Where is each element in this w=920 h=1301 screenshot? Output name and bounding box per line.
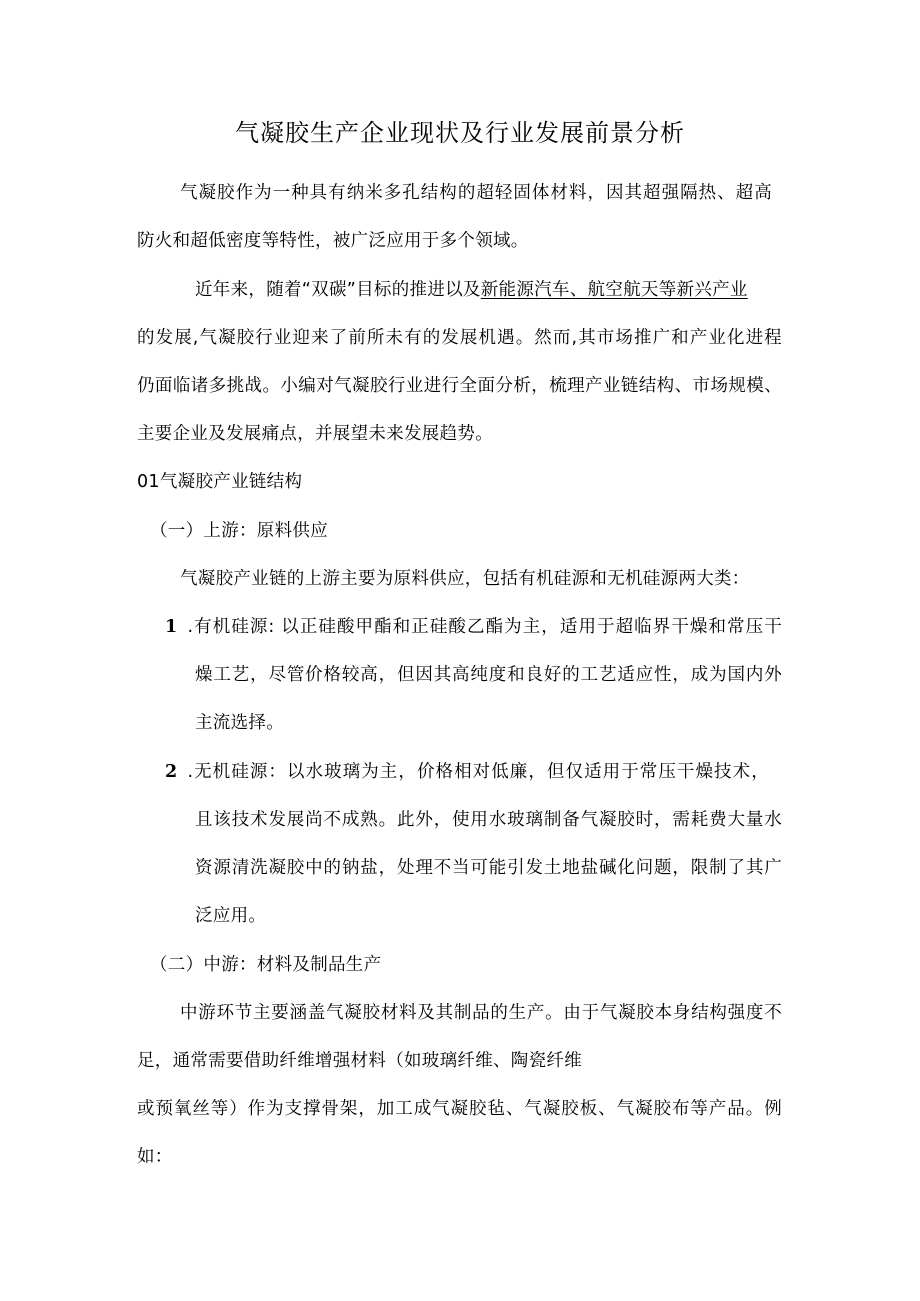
list-number: 2: [165, 762, 178, 782]
intro-line-2: 防火和超低密度等特性，被广泛应用于多个领域。: [137, 231, 529, 251]
midstream-line-4: 如：: [137, 1147, 173, 1167]
list-item-inorganic-line-2: 且该技术发展尚不成熟。此外，使用水玻璃制备气凝胶时，需耗费大量水: [195, 810, 782, 830]
section-heading-supply-chain: 01气凝胶产业链结构: [137, 472, 303, 492]
list-item-inorganic-line-4: 泛应用。: [195, 906, 267, 926]
list-item-inorganic-line-1: 2 .无机硅源：以水玻璃为主，价格相对低廉，但仅适用于常压干燥技术，: [165, 762, 769, 782]
subheading-midstream: （二）中游：材料及制品生产: [150, 955, 382, 975]
paragraph-2-line-4: 主要企业及发展痛点，并展望未来发展趋势。: [137, 424, 493, 444]
midstream-line-1: 中游环节主要涵盖气凝胶材料及其制品的生产。由于气凝胶本身结构强度不: [180, 1003, 782, 1023]
list-item-organic-line-3: 主流选择。: [195, 713, 284, 733]
list-number: 1: [165, 617, 178, 637]
paragraph-2-line-3: 仍面临诸多挑战。小编对气凝胶行业进行全面分析，梳理产业链结构、市场规模、: [137, 376, 782, 396]
list-item-organic-line-1: 1 .有机硅源: 以正硅酸甲酯和正硅酸乙酯为主，适用于超临界干燥和常压干: [165, 617, 782, 637]
list-item-inorganic-line-3: 资源清洗凝胶中的钠盐，处理不当可能引发土地盐碱化问题，限制了其广: [195, 858, 782, 878]
intro-line-1: 气凝胶作为一种具有纳米多孔结构的超轻固体材料，因其超强隔热、超高: [180, 183, 772, 203]
document-title: 气凝胶生产企业现状及行业发展前景分析: [235, 119, 685, 147]
midstream-line-2: 足，通常需要借助纤维增强材料（如玻璃纤维、陶瓷纤维: [137, 1051, 582, 1071]
midstream-line-3: 或预氧丝等）作为支撑骨架，加工成气凝胶毡、气凝胶板、气凝胶布等产品。例: [137, 1099, 782, 1119]
upstream-intro: 气凝胶产业链的上游主要为原料供应，包括有机硅源和无机硅源两大类：: [180, 569, 750, 589]
emerging-industries-link[interactable]: 新能源汽车、航空航天等新兴产业: [480, 280, 748, 300]
paragraph-2-line-2: 的发展,气凝胶行业迎来了前所未有的发展机遇。然而,其市场推广和产业化进程: [137, 328, 782, 348]
paragraph-2-line-1: [195, 277, 748, 303]
list-item-organic-line-2: 燥工艺，尽管价格较高，但因其高纯度和良好的工艺适应性，成为国内外: [195, 665, 782, 685]
subheading-upstream: （一）上游：原料供应: [150, 521, 328, 541]
paragraph-2-lead-text: 近年来，随着“双碳”目标的推进以及: [195, 280, 481, 300]
